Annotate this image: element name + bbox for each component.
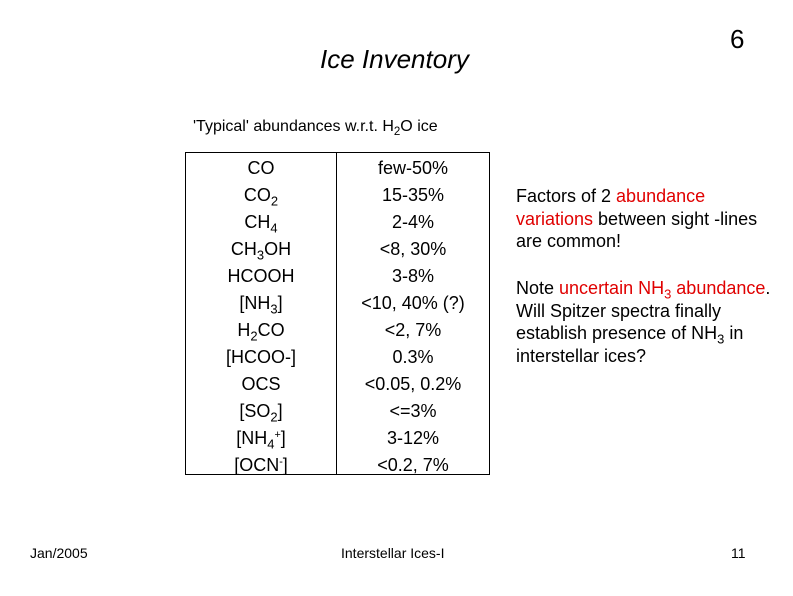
abundance-cell: 3-8% xyxy=(391,266,435,286)
subscript: 3 xyxy=(664,286,672,302)
text: CO xyxy=(243,185,271,205)
text: Factors of 2 xyxy=(516,186,617,206)
abundance-cell: <0.2, 7% xyxy=(377,455,449,475)
species-cell xyxy=(186,290,336,317)
abundance-cell: <2, 7% xyxy=(384,320,442,340)
text: [SO xyxy=(239,401,271,421)
text: [OCN xyxy=(234,455,280,475)
abundance-column xyxy=(337,155,489,479)
text: ] xyxy=(282,455,288,475)
text: CO xyxy=(247,158,275,178)
note-nh3-uncertain xyxy=(516,277,776,367)
abundance-cell: few-50% xyxy=(377,158,449,178)
species-cell xyxy=(186,209,336,236)
species-cell xyxy=(186,263,336,290)
text: [HCOO-] xyxy=(226,347,296,367)
footer-date: Jan/2005 xyxy=(30,545,88,561)
species-cell xyxy=(186,425,336,452)
footer-title: Interstellar Ices-I xyxy=(341,545,445,561)
species-column xyxy=(186,155,336,479)
subscript: 3 xyxy=(256,247,265,263)
text: [NH xyxy=(236,428,268,448)
superscript: - xyxy=(279,456,283,469)
abundance-cell: 15-35% xyxy=(381,185,445,205)
text: OCS xyxy=(241,374,281,394)
text: CH xyxy=(230,239,257,259)
text: . Will Spitzer spectra finally establish presence of NH xyxy=(516,278,771,343)
subscript: 2 xyxy=(270,193,279,209)
text: between sight -lines are common! xyxy=(516,208,758,251)
table-caption xyxy=(193,118,438,139)
note-abundance-variations xyxy=(516,185,776,253)
species-cell xyxy=(186,344,336,371)
slide-number: 6 xyxy=(730,24,745,54)
highlight-text: uncertain NH xyxy=(559,278,665,298)
text: ] xyxy=(280,428,286,448)
caption-text: 'Typical' abundances w.r.t. H xyxy=(193,118,394,135)
species-cell xyxy=(186,155,336,182)
species-cell xyxy=(186,317,336,344)
abundance-cell: <0.05, 0.2% xyxy=(364,374,462,394)
species-cell xyxy=(186,182,336,209)
text: CO xyxy=(257,320,285,340)
slide-title: Ice Inventory xyxy=(320,44,469,74)
caption-text-end: O ice xyxy=(400,118,438,135)
superscript: + xyxy=(274,429,281,442)
text: H xyxy=(237,320,251,340)
highlight-text: abundance xyxy=(671,278,766,298)
species-cell xyxy=(186,452,336,479)
abundance-cell: <8, 30% xyxy=(379,239,447,259)
abundance-cell: 3-12% xyxy=(386,428,440,448)
subscript: 4 xyxy=(270,220,278,236)
subscript: 3 xyxy=(717,331,725,347)
text: CH xyxy=(244,212,271,232)
subscript: 2 xyxy=(270,409,278,425)
text: ] xyxy=(277,401,283,421)
text: OH xyxy=(264,239,292,259)
species-cell xyxy=(186,398,336,425)
text: in interstellar ices? xyxy=(516,323,744,366)
species-cell xyxy=(186,236,336,263)
subscript: 2 xyxy=(250,328,258,344)
caption-subscript: 2 xyxy=(393,126,401,139)
highlight-text: abundance variations xyxy=(516,186,706,229)
subscript: 3 xyxy=(270,301,278,317)
abundance-cell: 2-4% xyxy=(391,212,435,232)
abundance-cell: <10, 40% (?) xyxy=(361,293,465,313)
text: [NH xyxy=(239,293,271,313)
text: HCOOH xyxy=(227,266,295,286)
species-cell xyxy=(186,371,336,398)
abundance-cell: 0.3% xyxy=(392,347,434,367)
footer-page-number: 11 xyxy=(731,545,746,561)
text: Note xyxy=(516,278,560,298)
subscript: 4 xyxy=(267,436,275,452)
abundance-cell: <=3% xyxy=(389,401,437,421)
text: ] xyxy=(277,293,283,313)
